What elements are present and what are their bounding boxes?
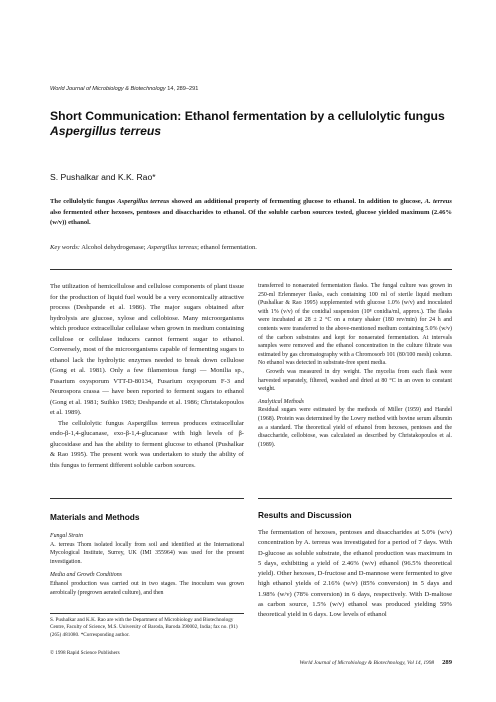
volume-pages: 14, 289–291 <box>167 86 199 92</box>
results-heading: Results and Discussion <box>258 510 352 520</box>
keywords <box>50 243 452 252</box>
title-line-1: Short Communication: Ethanol fermentation by a cellulolytic fungus <box>50 109 445 123</box>
page-number: 289 <box>442 659 452 666</box>
fungal-strain-heading: Fungal Strain <box>50 533 83 539</box>
abstract-divider <box>50 269 452 270</box>
abstract <box>50 197 452 229</box>
abstract-text: The cellulolytic fungus <box>50 198 118 205</box>
fungal-strain-text: A. terreus Thom isolated locally from soil and identified at the International Mycological Institute, Surrey, UK (IMI 355964) was used for the present investigation. <box>50 541 244 565</box>
footer-journal: World Journal of Microbiology & Biotechnology, Vol 14, 1998 <box>299 660 435 666</box>
right-column-text <box>258 282 452 449</box>
intro-paragraph-1: The utilization of hemicellulose and cellulose components of plant tissue for the production of liquid fuel would be a very economically attractive process (Deshpande et al. 1986). The major sugars obtained after hydrolysis are glucose, xylose and cellobiose. Many microorganisms which produce extracellular cellulase when grown in medium containing cellulose or cellulase inducers cannot ferment sugar to ethanol. Conversely, most of the microorganisms capable of fermenting sugars to ethanol lack the hydrolytic enzymes needed to break down cellulose (Gong et al. 1981). Only a few filamentous fungi — Monilia sp., Fusarium oxysporum VTT-D-80134, Fusarium oxysporum F-3 and Neurospora crassa — have been reported to ferment sugars to ethanol (Gong et al. 1981; Suihko 1983; Deshpande et al. 1986; Christakopoulos et al. 1989). <box>50 283 244 416</box>
intro-section <box>50 282 244 471</box>
footnote-divider <box>50 613 244 614</box>
results-text: The fermentation of hexoses, pentoses and disaccharides at 5.0% (w/v) concentration by A. terreus was investigated for a period of 7 days. With D-glucose as soluble substrate, the ethanol production was maximum in 5 days, exhibiting a yield of 2.46% (w/v) ethanol (96.5% theoretical yield). Other hexoses, D-fructose and D-mannose were fermented to give high ethanol yields of 2.16% (w/v) (85% conversion) in 5 days and 1.98% (w/v) (78% conversion) in 6 days, respectively. With D-maltose as carbon source, 1.5% (w/v) ethanol was produced yielding 59% theoretical yield in 6 days. Low levels of ethanol <box>258 529 452 619</box>
growth-paragraph: Growth was measured in dry weight. The mycelia from each flask were harvested separately, filtered, washed and dried at 80 °C in an oven to constant weight. <box>258 368 452 393</box>
keywords-label: Key words: <box>50 244 80 251</box>
abstract-species: A. terreus <box>424 198 452 205</box>
analytical-text: Residual sugars were estimated by the methods of Miller (1959) and Handel (1968). Protein was determined by the Lowry method with bovine serum albumin as a standard. The theoretical yield of ethanol from hexoses, pentoses and the disaccharide, cellobiose, was calculated as described by Christakopoulos et al. (1989). <box>258 407 452 448</box>
keywords-text: ; ethanol fermentation. <box>197 244 257 251</box>
keywords-species: Aspergillus terreus <box>147 244 198 251</box>
abstract-text: showed an additional property of fermenting glucose to ethanol. In addition to glucose, <box>169 198 425 205</box>
journal-citation <box>50 86 198 92</box>
authors: S. Pushalkar and K.K. Rao* <box>50 172 156 182</box>
journal-name: World Journal of Microbiology & Biotechnology <box>50 86 166 92</box>
abstract-text: also fermented other hexoses, pentoses and disaccharides to ethanol. Of the soluble carbon sources tested, glucose yielded maximum (2.46% (w/v)) ethanol. <box>50 208 452 227</box>
keywords-text: Alcohol dehydrogenase; <box>79 244 148 251</box>
author-footnote: S. Pushalkar and K.K. Rao are with the Department of Microbiology and Biotechnology Centre, Faculty of Science, M.S. University of Baroda, Baroda 390002, India; fax no. (91) (265) 481080. *Corresponding author. <box>50 617 238 638</box>
methods-heading: Materials and Methods <box>50 512 140 522</box>
media-heading: Media and Growth Conditions <box>50 572 122 579</box>
abstract-species: Aspergillus terreus <box>117 198 170 205</box>
analytical-heading: Analytical Methods <box>258 398 304 405</box>
right-section-divider <box>258 498 452 499</box>
copyright: © 1998 Rapid Science Publishers <box>50 650 120 656</box>
page-footer <box>258 659 452 666</box>
title-line-2: Aspergillus terreus <box>50 124 162 138</box>
methods-continued: transferred to nonaerated fermentation flasks. The fungal culture was grown in 250-ml Erlenmeyer flasks, each containing 100 ml of sterile liquid medium (Pushalkar & Rao 1995) supplemented with glucose 1.0% (w/v) and inoculated with 1% (v/v) of the conidial suspension (10⁸ conidia/ml, approx.). The flasks were incubated at 28 ± 2 °C on a rotary shaker (180 rev/min) for 24 h and contents were transferred to the above-mentioned medium containing 5.0% (w/v) of the carbon substrates and kept for nonaerated fermentation. At intervals samples were removed and the ethanol concentration in the culture filtrate was estimated by gas chromatography with a Chromosorb 101 (80/100 mesh) column. No ethanol was detected in substrate-free spent media. <box>258 283 452 367</box>
intro-paragraph-2: The cellulolytic fungus Aspergillus terreus produces extracellular endo-β-1,4-glucanase, exo-β-1,4-glucanase with high levels of β-glucosidase and has the ability to ferment glucose to ethanol (Pushalkar & Rao 1995). The present work was undertaken to study the ability of this fungus to ferment different soluble carbon sources. <box>50 419 244 469</box>
methods-section <box>50 532 244 597</box>
article-title <box>50 109 450 139</box>
left-section-divider <box>50 498 244 499</box>
media-text: Ethanol production was carried out in two stages. The inoculum was grown aerobically (pregrown aerated culture), and then <box>50 580 244 596</box>
